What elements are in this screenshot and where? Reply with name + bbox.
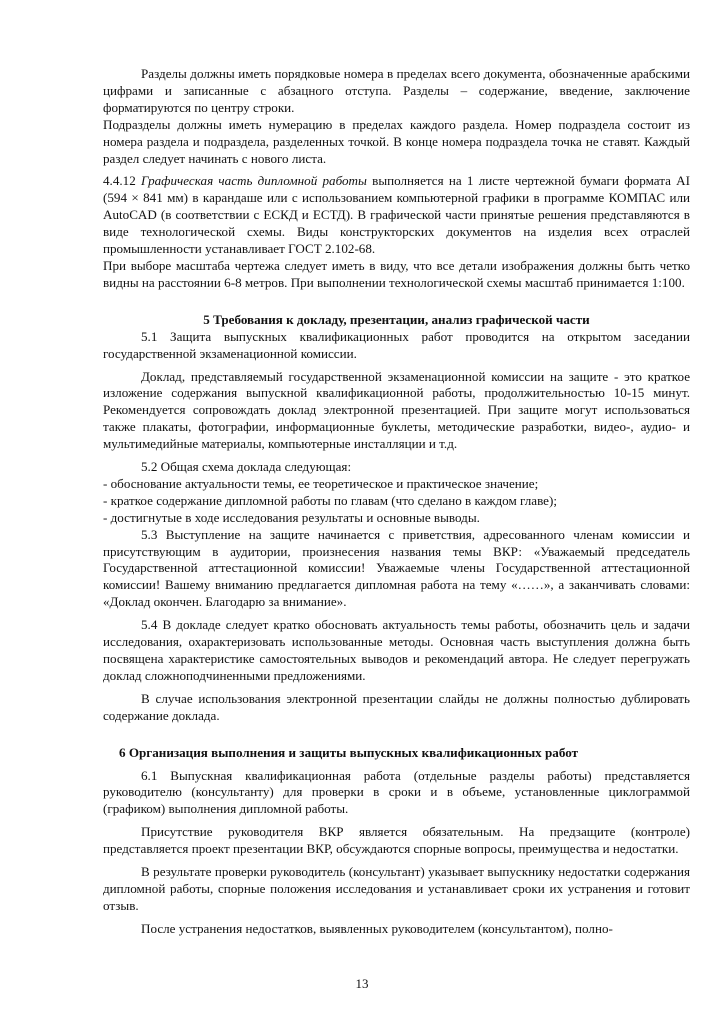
paragraph-6-1: 6.1 Выпускная квалификационная работа (отдельные разделы работы) представляется руководителю (консультанту) для проверки в сроки и в объеме, установленные циклограммой (графиком) выполнения дипломной работы. [103, 767, 690, 817]
document-page [103, 66, 690, 938]
paragraph-sections: Разделы должны иметь порядковые номера в пределах всего документа, обозначенные арабскими цифрами и записанные с абзацного отступа. Разделы – содержание, введение, заключение форматируются по центру строки. [103, 66, 690, 115]
page-number: 13 [355, 976, 369, 991]
paragraph-report: Доклад, представляемый государственной экзаменационной комиссии на защите - это краткое изложение содержания выпускной квалификационной работы, продолжительностью 10-15 минут. Рекомендуется сопровождать доклад электронной презентацией. При защите могут использоваться также плакаты, фотографии, информационные буклеты, методические разработки, видео-, аудио- и мультимедийные материалы, компьютерные инсталляции и т.д. [103, 368, 690, 452]
section-5-heading: 5 Требования к докладу, презентации, анализ графической части [203, 311, 590, 327]
paragraph-6-3: В результате проверки руководитель (консультант) указывает выпускнику недостатки содержания дипломной работы, спорные положения исследования и устанавливает сроки их устранения и готовит отзыв. [103, 864, 690, 913]
paragraph-6-4: После устранения недостатков, выявленных руководителем (консультантом), полно- [141, 920, 613, 936]
paragraph-5-3: 5.3 Выступление на защите начинается с приветствия, адресованного членам комиссии и присутствующим в аудитории, произнесения названия темы ВКР: «Уважаемый председатель Государственной аттестационной комиссии! Уважаемые члены Государственной аттестационной комиссии! Вашему вниманию предлагается дипломная работа на тему «……», а заканчивать словами: «Доклад окончен. Благодарю за внимание». [103, 526, 690, 610]
paragraph-5-4: 5.4 В докладе следует кратко обосновать актуальность темы работы, обозначить цель и задачи исследования, охарактеризовать использованные методы. Основная часть выступления должна быть посвящена характеристике самостоятельных выводов и рекомендаций автора. Не следует перегружать доклад сложноподчиненными предложениями. [103, 617, 690, 683]
clause-number: 4.4.12 [103, 173, 141, 189]
paragraph-subsections: Подразделы должны иметь нумерацию в пределах каждого раздела. Номер подраздела состоит из номера раздела и подраздела, разделенных точкой. В конце номера подраздела точка не ставят. Каждый раздел следует начинать с нового листа. [103, 116, 690, 166]
list-item: - обоснование актуальности темы, ее теоретическое и практическое значение; [103, 475, 539, 491]
section-6-heading: 6 Организация выполнения и защиты выпускных квалификационных работ [119, 744, 579, 760]
paragraph-5-5: В случае использования электронной презентации слайды не должны полностью дублировать содержание доклада. [103, 690, 690, 723]
clause-title: Графическая часть дипломной работы [141, 173, 367, 189]
list-item: - достигнутые в ходе исследования результаты и основные выводы. [103, 509, 480, 525]
clause-body: выполняется на 1 листе чертежной бумаги формата AI (594 × 841 мм) в карандаше или с использованием компьютерной графики в программе КОМПАС или AutoCAD (в соответствии с ЕСКД и ЕСТД). В графической части принятые решения представляются в виде технологической схемы. Виды конструкторских документов на изделия всех отраслей промышленности устанавливает ГОСТ 2.102-68. [103, 173, 691, 257]
paragraph-scale: При выборе масштаба чертежа следует иметь в виду, что все детали изображения должны быть четко видны на расстоянии 6-8 метров. При выполнении технологической схемы масштаб принимается 1:100. [103, 257, 690, 290]
paragraph-5-2: 5.2 Общая схема доклада следующая: [141, 459, 352, 475]
paragraph-graphic-part [103, 173, 690, 258]
paragraph-6-2: Присутствие руководителя ВКР является обязательным. На предзащите (контроле) представляется проект презентации ВКР, обсуждаются спорные вопросы, преимущества и недостатки. [103, 824, 690, 857]
list-item: - краткое содержание дипломной работы по главам (что сделано в каждом главе); [103, 492, 557, 508]
paragraph-5-1: 5.1 Защита выпускных квалификационных работ проводится на открытом заседании государственной экзаменационной комиссии. [103, 328, 690, 361]
